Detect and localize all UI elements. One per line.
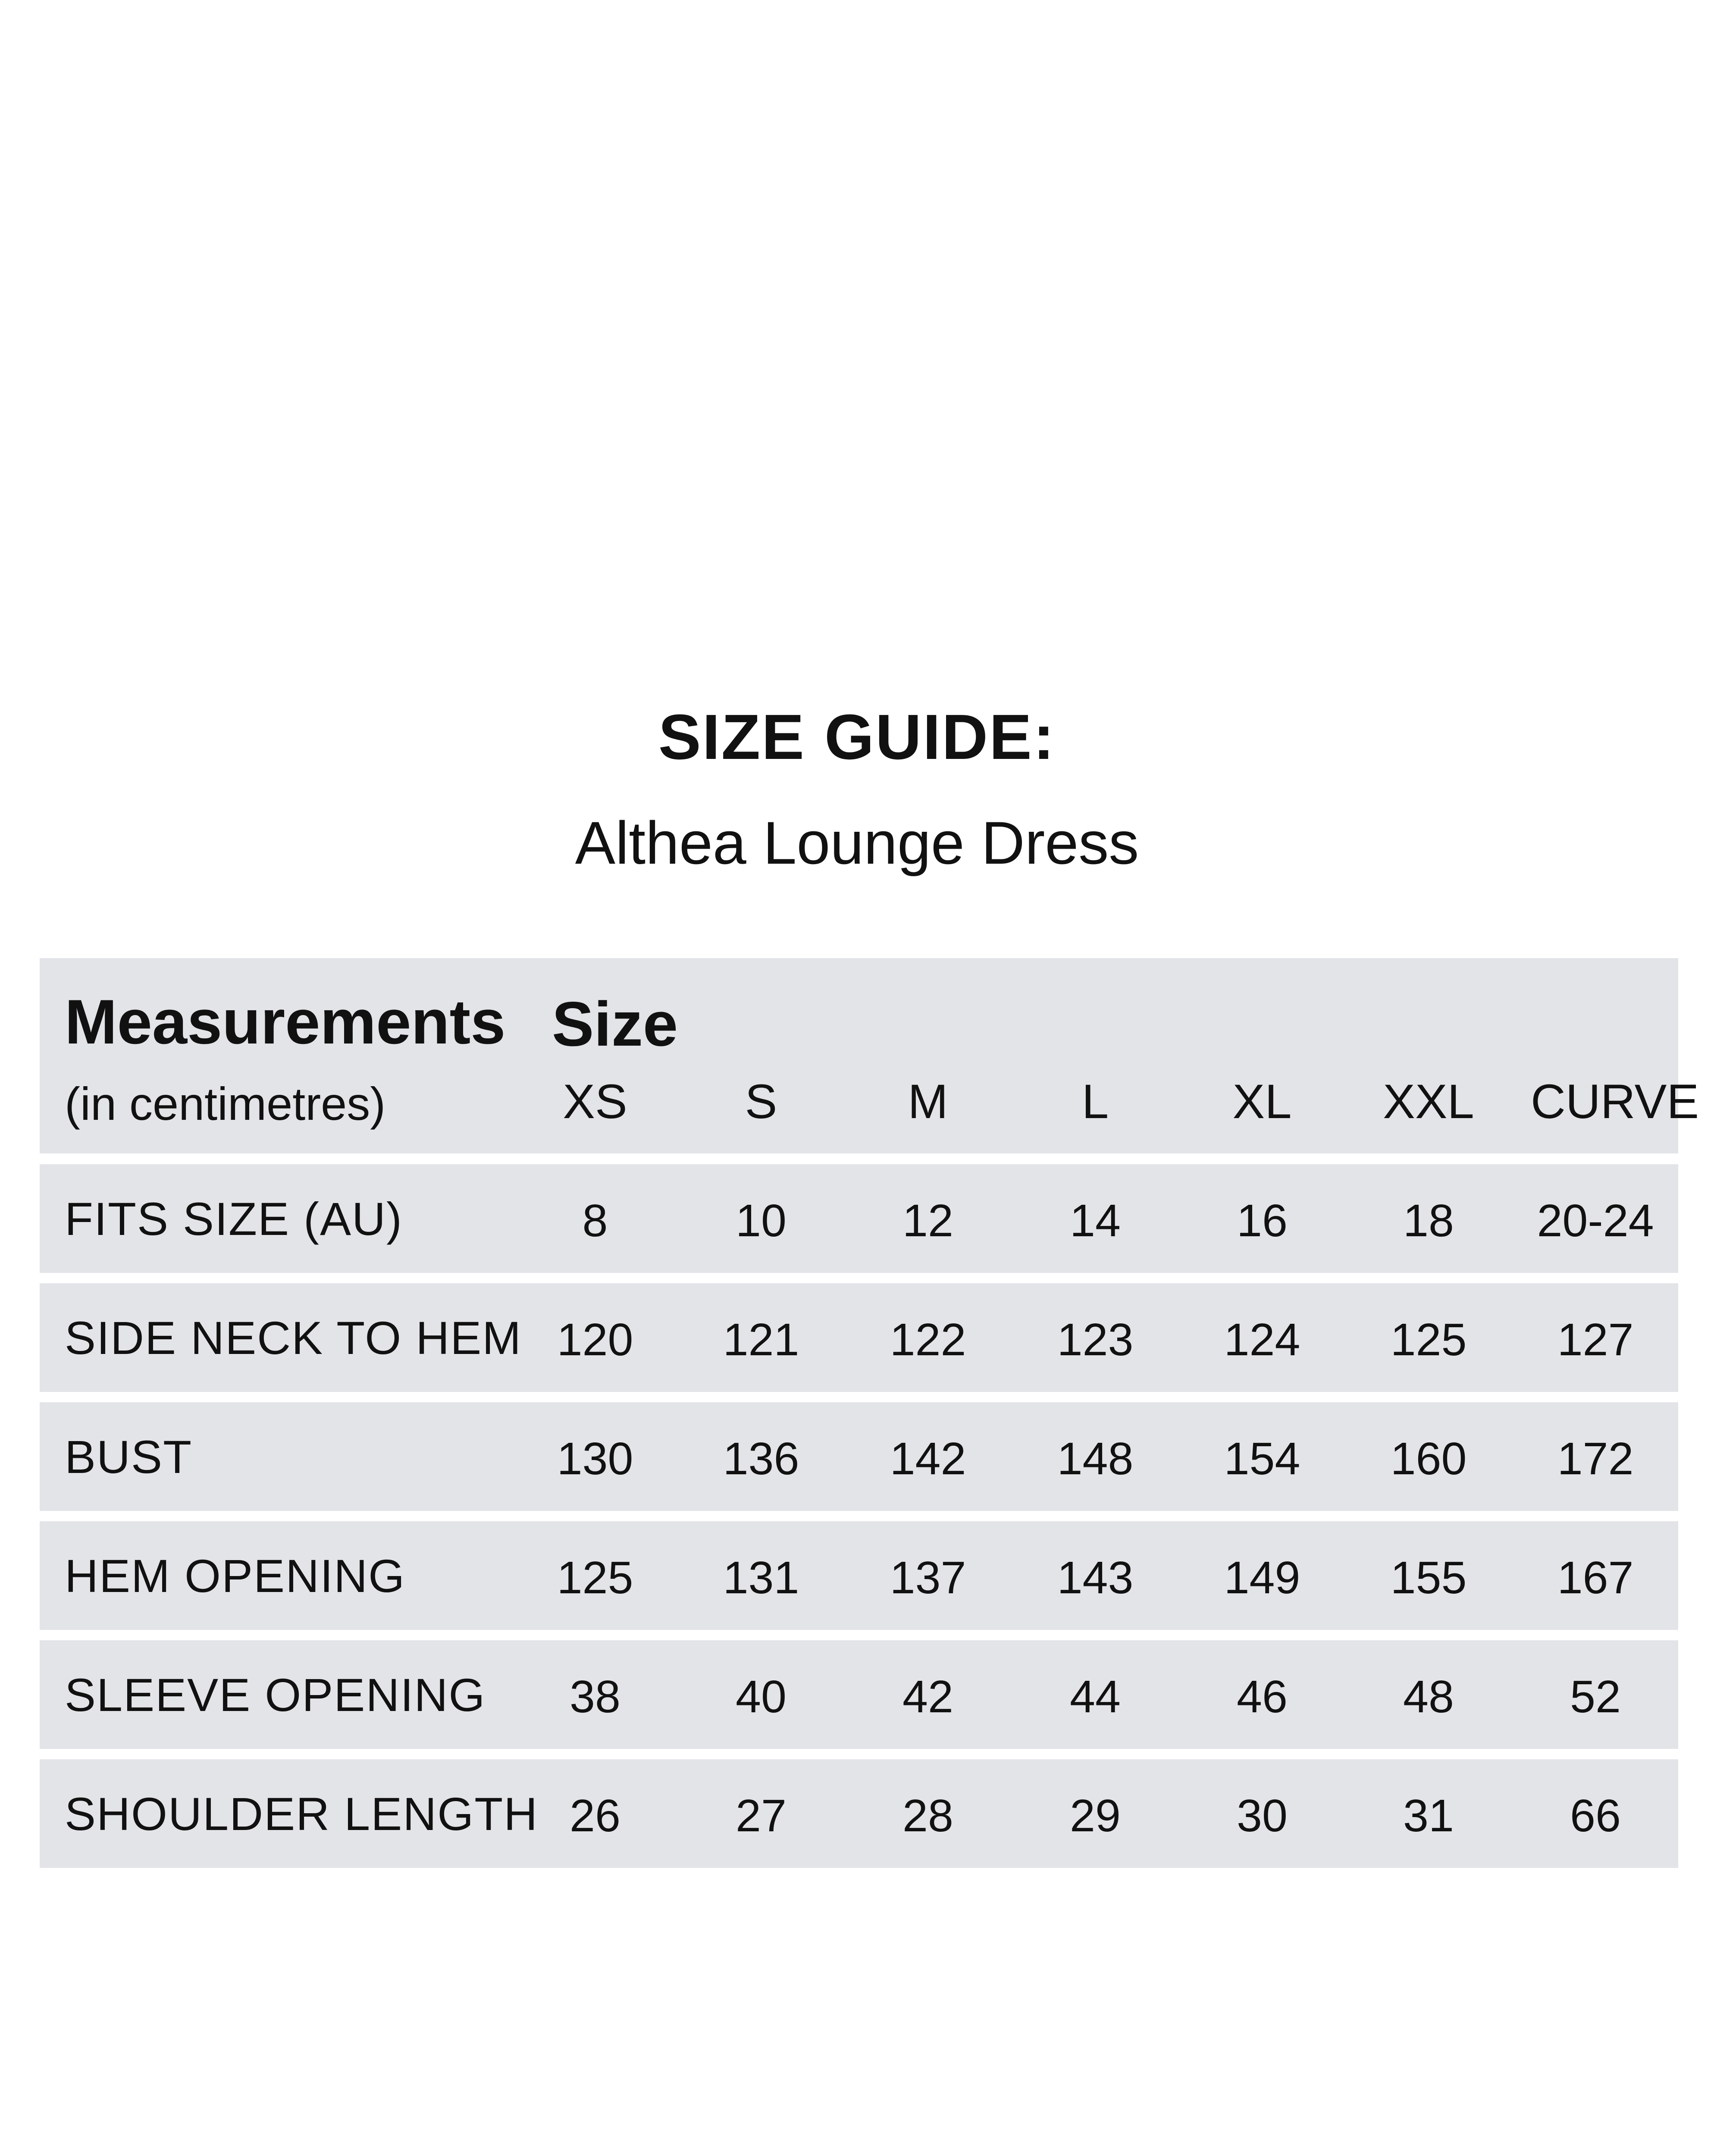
row-label: BUST: [65, 1431, 193, 1483]
product-name: Althea Lounge Dress: [575, 809, 1139, 877]
row-label: SHOULDER LENGTH: [65, 1788, 539, 1840]
measurement-value: 172: [1557, 1433, 1634, 1484]
measurement-value: 149: [1224, 1552, 1300, 1603]
measurement-value: 142: [890, 1433, 966, 1484]
measurement-value: 20-24: [1537, 1195, 1654, 1246]
size-column-header: XS: [563, 1075, 627, 1128]
measurement-value: 154: [1224, 1433, 1300, 1484]
size-column-header: XL: [1232, 1075, 1292, 1128]
row-label: FITS SIZE (AU): [65, 1193, 403, 1245]
measurement-value: 137: [890, 1552, 966, 1603]
row-label: HEM OPENING: [65, 1550, 406, 1602]
measurement-value: 127: [1557, 1314, 1634, 1365]
measurement-value: 160: [1390, 1433, 1467, 1484]
measurement-value: 46: [1237, 1671, 1288, 1722]
measurement-value: 27: [736, 1790, 786, 1841]
row-label: SIDE NECK TO HEM: [65, 1312, 522, 1364]
measurement-value: 120: [557, 1314, 633, 1365]
size-column-header: CURVE: [1531, 1075, 1699, 1128]
measurement-value: 44: [1070, 1671, 1121, 1722]
measurement-value: 125: [1390, 1314, 1467, 1365]
measurement-value: 66: [1570, 1790, 1621, 1841]
measurement-value: 124: [1224, 1314, 1300, 1365]
measurement-value: 14: [1070, 1195, 1121, 1246]
measurement-value: 52: [1570, 1671, 1621, 1722]
page-title: SIZE GUIDE:: [658, 702, 1056, 773]
unit-note: (in centimetres): [65, 1078, 386, 1130]
measurement-value: 10: [736, 1195, 786, 1246]
measurement-value: 16: [1237, 1195, 1288, 1246]
measurement-value: 136: [723, 1433, 799, 1484]
row-label: SLEEVE OPENING: [65, 1669, 486, 1721]
measurement-value: 31: [1403, 1790, 1454, 1841]
measurement-value: 18: [1403, 1195, 1454, 1246]
size-column-header: L: [1081, 1075, 1109, 1128]
measurement-value: 148: [1057, 1433, 1134, 1484]
measurement-value: 28: [902, 1790, 953, 1841]
measurement-value: 26: [570, 1790, 620, 1841]
measurement-value: 42: [902, 1671, 953, 1722]
measurement-value: 12: [902, 1195, 953, 1246]
measurement-value: 29: [1070, 1790, 1121, 1841]
measurement-value: 125: [557, 1552, 633, 1603]
measurement-value: 122: [890, 1314, 966, 1365]
measurement-value: 123: [1057, 1314, 1134, 1365]
measurement-value: 155: [1390, 1552, 1467, 1603]
size-column-header: M: [908, 1075, 948, 1128]
measurement-value: 30: [1237, 1790, 1288, 1841]
measurement-value: 143: [1057, 1552, 1134, 1603]
measurements-header: Measurements: [65, 987, 506, 1057]
measurement-value: 131: [723, 1552, 799, 1603]
measurement-value: 130: [557, 1433, 633, 1484]
measurement-value: 167: [1557, 1552, 1634, 1603]
measurement-value: 8: [582, 1195, 608, 1246]
measurement-value: 121: [723, 1314, 799, 1365]
size-column-header: XXL: [1383, 1075, 1474, 1128]
measurement-value: 48: [1403, 1671, 1454, 1722]
size-column-header: S: [745, 1075, 777, 1128]
measurement-value: 38: [570, 1671, 620, 1722]
measurement-value: 40: [736, 1671, 786, 1722]
size-header: Size: [552, 989, 678, 1059]
